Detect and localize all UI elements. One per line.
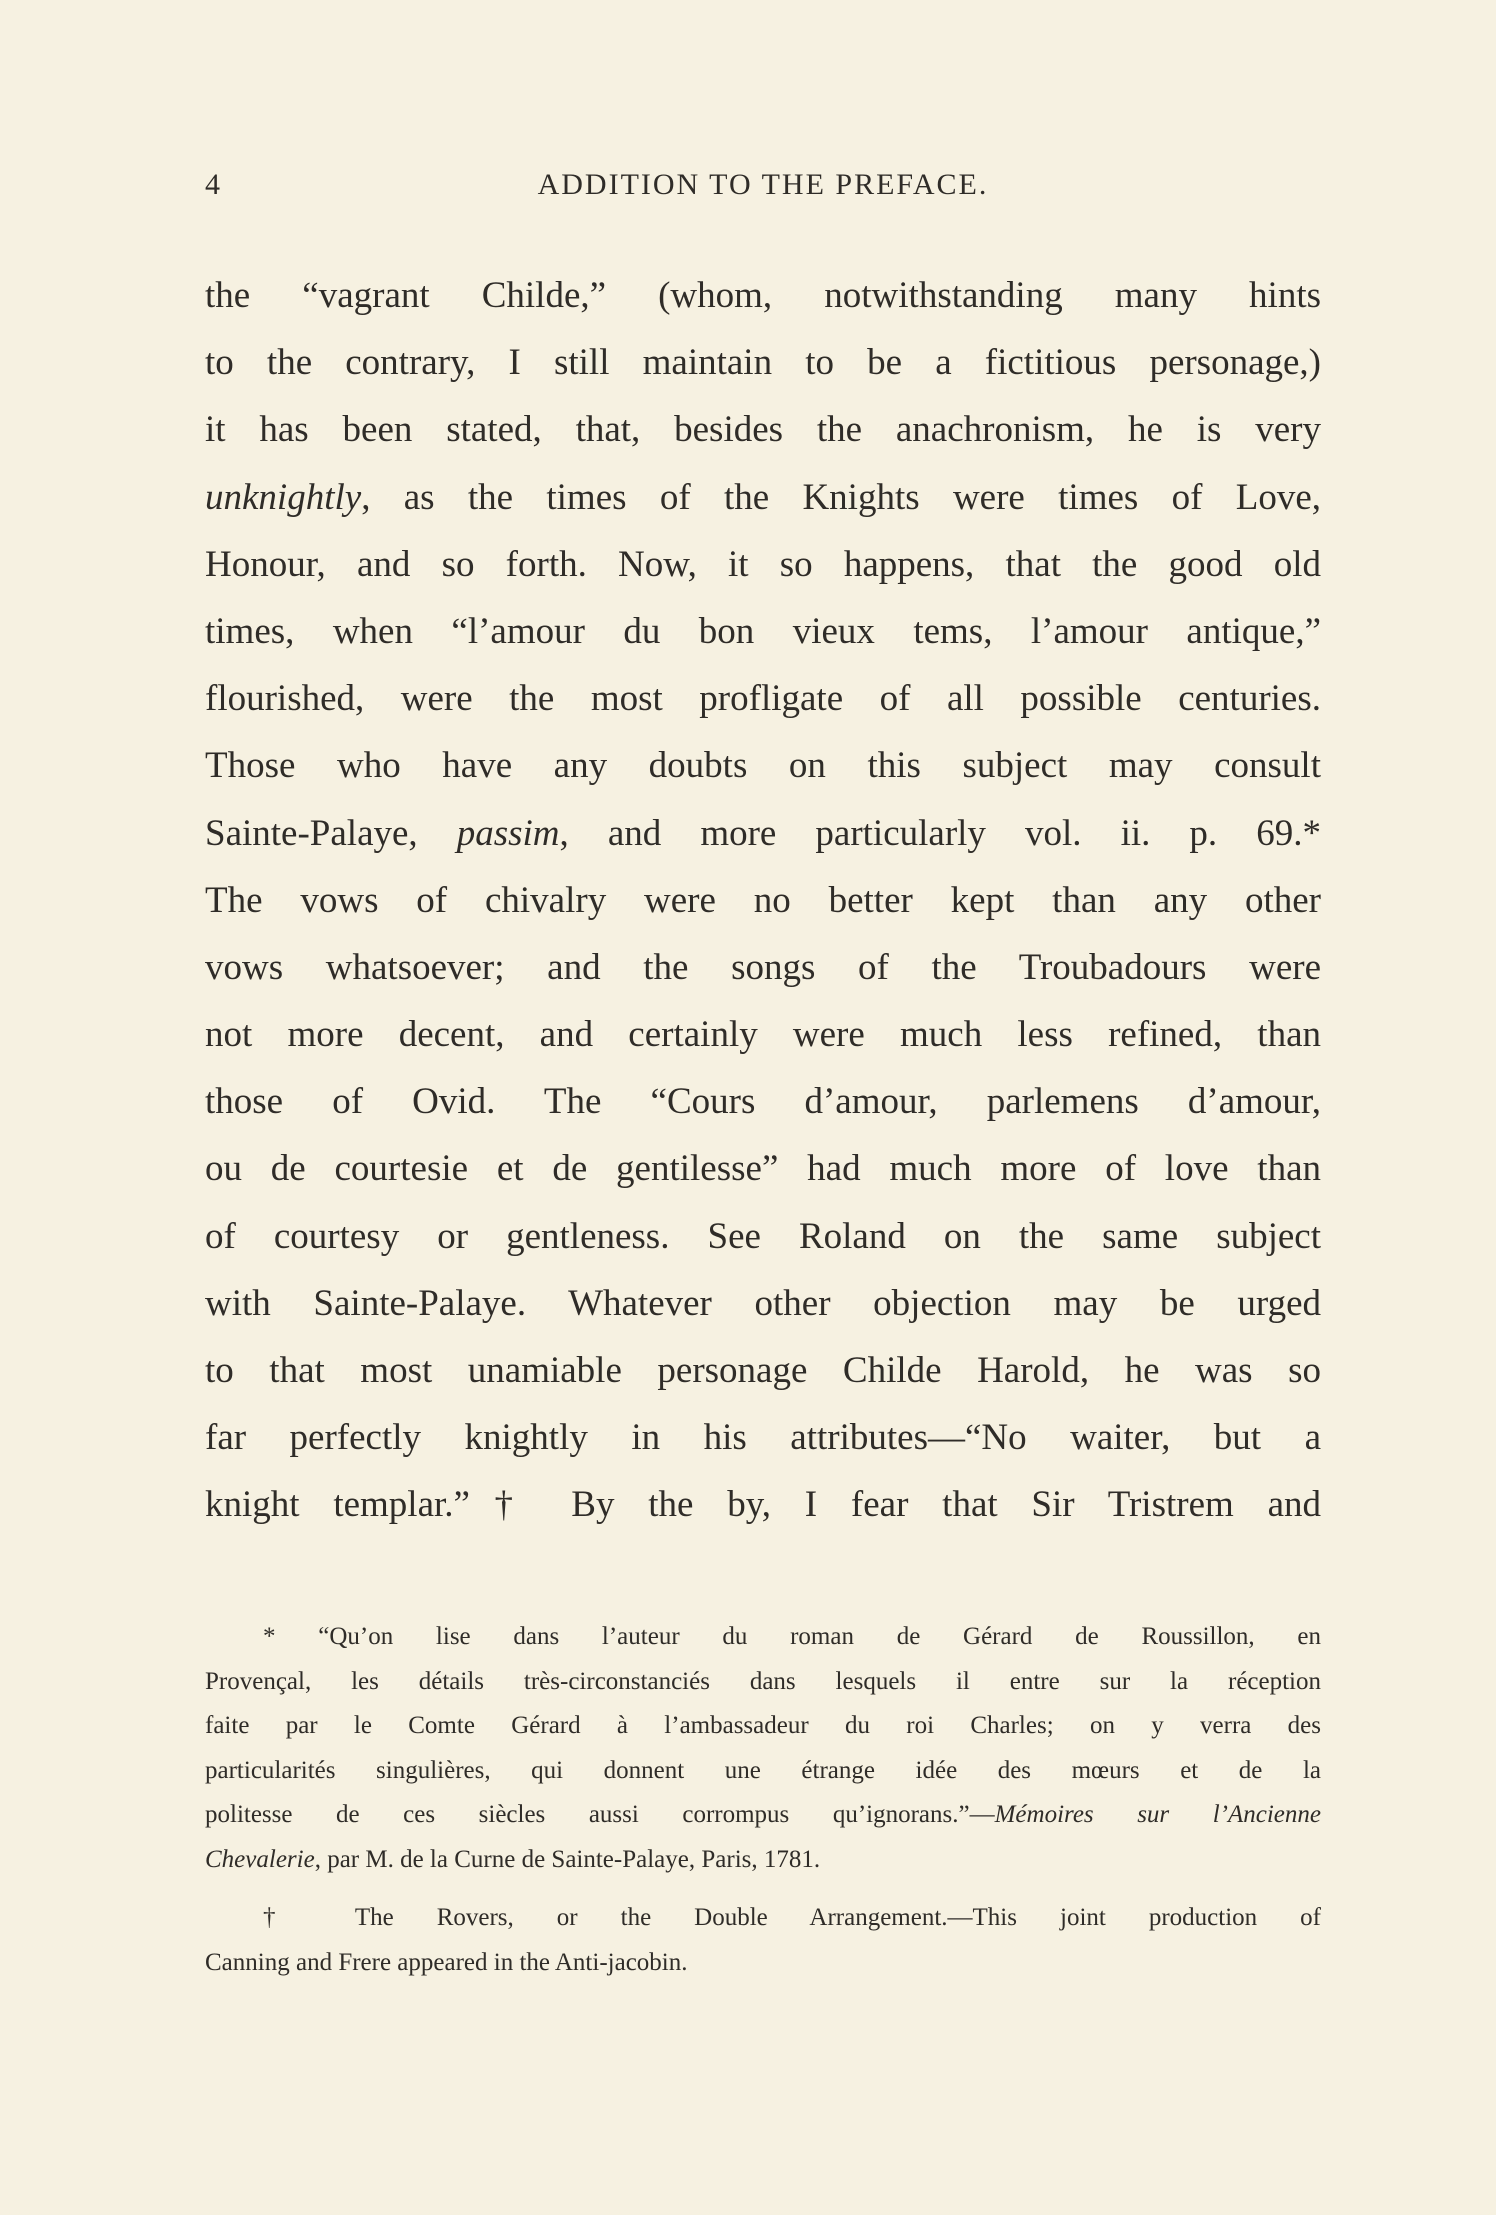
text-line: the “vagrant Childe,” (whom, notwithstanding many hints: [205, 275, 1321, 316]
footnote-line: Canning and Frere appeared in the Anti-jacobin.: [205, 1948, 688, 1976]
text-line: Honour, and so forth. Now, it so happens, that the good old: [205, 543, 1321, 585]
text-line: of courtesy or gentleness. See Roland on the same subject: [205, 1215, 1321, 1257]
footnote-line: particularités singulières, qui donnent une étrange idée des mœurs et de la: [205, 1756, 1321, 1784]
text-line: those of Ovid. The “Cours d’amour, parlemens d’amour,: [205, 1081, 1321, 1123]
text-line: The vows of chivalry were no better kept than any other: [205, 879, 1321, 921]
footnotes: [205, 1617, 1321, 1987]
page-number: 4: [205, 168, 221, 201]
text-line: to that most unamiable personage Childe Harold, he was so: [205, 1350, 1321, 1391]
text-line: Those who have any doubts on this subject may consult: [205, 745, 1321, 787]
text-line: Sainte-Palaye, passim, and more particularly vol. ii. p. 69.*: [205, 812, 1321, 854]
text-line: ou de courtesie et de gentilesse” had much more of love than: [205, 1148, 1321, 1190]
running-head: ADDITION TO THE PREFACE.: [537, 168, 989, 201]
text-line: knight templar.”† By the by, I fear that Sir Tristrem and: [205, 1484, 1321, 1526]
footnote-line: Provençal, les détails très-circonstanciés dans lesquels il entre sur la réception: [205, 1667, 1321, 1695]
text-line: to the contrary, I still maintain to be a fictitious personage,): [205, 342, 1321, 384]
text-line: with Sainte-Palaye. Whatever other objection may be urged: [205, 1282, 1321, 1324]
footnote-line: † The Rovers, or the Double Arrangement.—This joint production of: [263, 1904, 1321, 1931]
footnote-line: politesse de ces siècles aussi corrompus qu’ignorans.”—Mémoires sur l’Ancienne: [205, 1801, 1321, 1828]
text-line: vows whatsoever; and the songs of the Troubadours were: [205, 946, 1321, 988]
text-line: times, when “l’amour du bon vieux tems, l’amour antique,”: [205, 610, 1321, 652]
footnote-2: [205, 1898, 1321, 1987]
footnote-line: Chevalerie, par M. de la Curne de Sainte-Palaye, Paris, 1781.: [205, 1845, 821, 1873]
text-line: not more decent, and certainly were much less refined, than: [205, 1014, 1321, 1056]
main-text: [205, 267, 1321, 1544]
footnote-line: faite par le Comte Gérard à l’ambassadeur du roi Charles; on y verra des: [205, 1712, 1321, 1739]
text-line: it has been stated, that, besides the anachronism, he is very: [205, 409, 1321, 451]
footnote-line: * “Qu’on lise dans l’auteur du roman de Gérard de Roussillon, en: [263, 1623, 1321, 1650]
footnote-1: [205, 1617, 1321, 1884]
page-header: [205, 168, 1321, 208]
text-line: unknightly, as the times of the Knights were times of Love,: [205, 476, 1321, 518]
text-line: flourished, were the most profligate of all possible centuries.: [205, 678, 1321, 720]
text-line: far perfectly knightly in his attributes—“No waiter, but a: [205, 1417, 1321, 1459]
